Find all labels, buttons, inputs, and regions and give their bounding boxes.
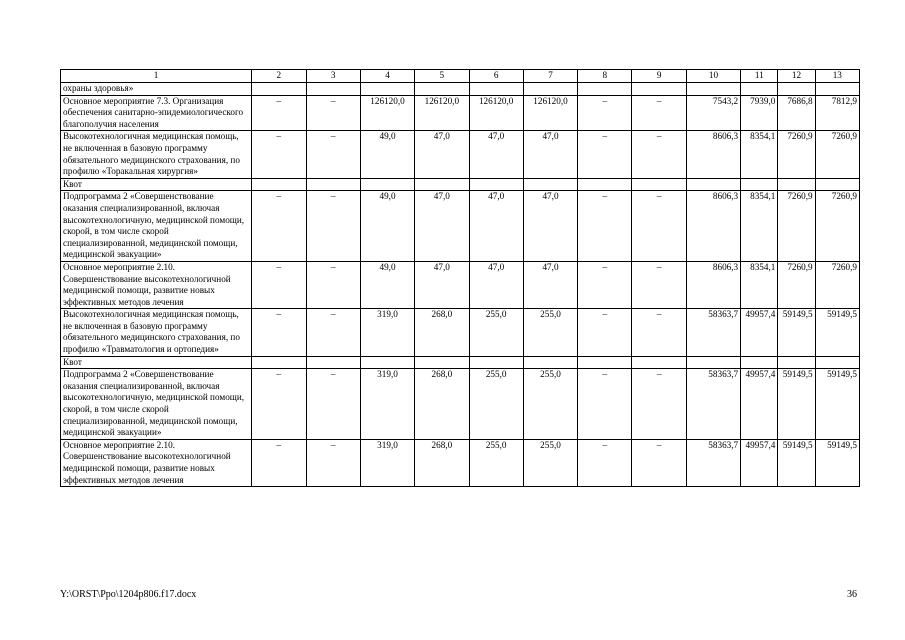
table-body — [61, 70, 860, 487]
value-cell: – — [252, 369, 306, 440]
table-row — [61, 261, 860, 308]
row-name: Основное мероприятие 7.3. Организация обеспечения санитарно-эпидемиологического благополучия населения — [61, 95, 252, 131]
empty-cell — [632, 83, 686, 96]
value-cell: – — [632, 95, 686, 131]
value-cell: – — [252, 191, 306, 262]
empty-cell — [523, 83, 577, 96]
empty-cell — [741, 356, 778, 369]
value-cell: 7260,9 — [815, 191, 859, 262]
value-cell: 59149,5 — [815, 309, 859, 356]
section-row — [61, 178, 860, 191]
empty-cell — [632, 178, 686, 191]
row-name: Основное мероприятие 2.10. Совершенствование высокотехнологичной медицинской помощи, развитие новых эффективных методов лечения — [61, 439, 252, 486]
empty-cell — [815, 83, 859, 96]
header-cell: 10 — [686, 70, 740, 83]
empty-cell — [252, 356, 306, 369]
row-name: Подпрограмма 2 «Совершенствование оказания специализированной, включая высокотехнологичную, медицинской помощи, скорой, в том числе скорой специализированной, медицинской помощи, медицинской эвакуации» — [61, 191, 252, 262]
value-cell: 8606,3 — [686, 261, 740, 308]
header-cell: 8 — [578, 70, 632, 83]
header-cell: 7 — [523, 70, 577, 83]
value-cell: – — [578, 261, 632, 308]
value-cell: – — [578, 309, 632, 356]
value-cell: 58363,7 — [686, 439, 740, 486]
value-cell: 7260,9 — [815, 261, 859, 308]
value-cell: 7939,0 — [741, 95, 778, 131]
value-cell: 255,0 — [523, 439, 577, 486]
value-cell: 319,0 — [360, 439, 414, 486]
empty-cell — [252, 178, 306, 191]
value-cell: – — [252, 131, 306, 178]
value-cell: 7260,9 — [778, 191, 815, 262]
value-cell: 7260,9 — [778, 261, 815, 308]
value-cell: – — [306, 261, 360, 308]
header-cell: 5 — [415, 70, 469, 83]
empty-cell — [686, 83, 740, 96]
empty-cell — [469, 178, 523, 191]
value-cell: – — [306, 191, 360, 262]
section-label: охраны здоровья» — [61, 83, 252, 96]
value-cell: – — [306, 309, 360, 356]
empty-cell — [815, 178, 859, 191]
empty-cell — [523, 178, 577, 191]
empty-cell — [306, 83, 360, 96]
header-cell: 9 — [632, 70, 686, 83]
value-cell: 255,0 — [469, 369, 523, 440]
header-cell: 12 — [778, 70, 815, 83]
table-row — [61, 309, 860, 356]
header-cell: 13 — [815, 70, 859, 83]
value-cell: 8354,1 — [741, 261, 778, 308]
value-cell: – — [632, 369, 686, 440]
row-name: Высокотехнологичная медицинская помощь, не включенная в базовую программу обязательного медицинского страхования, по профилю «Травматология и ортопедия» — [61, 309, 252, 356]
value-cell: 255,0 — [469, 439, 523, 486]
section-label: Квот — [61, 356, 252, 369]
value-cell: – — [306, 131, 360, 178]
value-cell: 7543,2 — [686, 95, 740, 131]
value-cell: 7260,9 — [778, 131, 815, 178]
value-cell: – — [306, 439, 360, 486]
section-row — [61, 356, 860, 369]
table-row — [61, 439, 860, 486]
header-row — [61, 70, 860, 83]
value-cell: 319,0 — [360, 369, 414, 440]
empty-cell — [778, 83, 815, 96]
value-cell: 59149,5 — [815, 369, 859, 440]
header-cell: 11 — [741, 70, 778, 83]
value-cell: 59149,5 — [778, 439, 815, 486]
empty-cell — [252, 83, 306, 96]
value-cell: 126120,0 — [469, 95, 523, 131]
value-cell: 59149,5 — [778, 369, 815, 440]
table-row — [61, 131, 860, 178]
value-cell: 47,0 — [469, 261, 523, 308]
value-cell: – — [632, 261, 686, 308]
empty-cell — [415, 356, 469, 369]
value-cell: 47,0 — [523, 131, 577, 178]
empty-cell — [415, 83, 469, 96]
empty-cell — [686, 356, 740, 369]
value-cell: 126120,0 — [415, 95, 469, 131]
value-cell: 47,0 — [415, 131, 469, 178]
value-cell: 49,0 — [360, 261, 414, 308]
empty-cell — [815, 356, 859, 369]
value-cell: 59149,5 — [778, 309, 815, 356]
value-cell: 58363,7 — [686, 309, 740, 356]
header-cell: 2 — [252, 70, 306, 83]
value-cell: 8606,3 — [686, 191, 740, 262]
value-cell: 49,0 — [360, 191, 414, 262]
value-cell: – — [632, 309, 686, 356]
value-cell: 49,0 — [360, 131, 414, 178]
value-cell: 47,0 — [469, 191, 523, 262]
empty-cell — [415, 178, 469, 191]
value-cell: 7812,9 — [815, 95, 859, 131]
value-cell: – — [578, 131, 632, 178]
value-cell: – — [632, 191, 686, 262]
empty-cell — [306, 356, 360, 369]
header-cell: 1 — [61, 70, 252, 83]
value-cell: 47,0 — [469, 131, 523, 178]
value-cell: 47,0 — [415, 191, 469, 262]
section-label: Квот — [61, 178, 252, 191]
empty-cell — [578, 83, 632, 96]
value-cell: 255,0 — [523, 369, 577, 440]
header-cell: 4 — [360, 70, 414, 83]
empty-cell — [360, 356, 414, 369]
empty-cell — [578, 356, 632, 369]
value-cell: 58363,7 — [686, 369, 740, 440]
value-cell: – — [578, 369, 632, 440]
empty-cell — [741, 178, 778, 191]
value-cell: 47,0 — [523, 191, 577, 262]
empty-cell — [523, 356, 577, 369]
value-cell: – — [632, 439, 686, 486]
value-cell: 268,0 — [415, 369, 469, 440]
empty-cell — [306, 178, 360, 191]
empty-cell — [469, 356, 523, 369]
value-cell: – — [632, 131, 686, 178]
value-cell: 47,0 — [523, 261, 577, 308]
value-cell: – — [252, 261, 306, 308]
value-cell: – — [252, 95, 306, 131]
value-cell: 126120,0 — [360, 95, 414, 131]
section-row — [61, 83, 860, 96]
empty-cell — [778, 356, 815, 369]
value-cell: 7260,9 — [815, 131, 859, 178]
table-row — [61, 369, 860, 440]
file-path: Y:\ORST\Ppo\1204p806.f17.docx — [60, 589, 197, 600]
empty-cell — [686, 178, 740, 191]
value-cell: – — [578, 439, 632, 486]
empty-cell — [741, 83, 778, 96]
value-cell: 7686,8 — [778, 95, 815, 131]
value-cell: – — [306, 95, 360, 131]
value-cell: – — [578, 191, 632, 262]
empty-cell — [469, 83, 523, 96]
value-cell: 255,0 — [523, 309, 577, 356]
value-cell: 126120,0 — [523, 95, 577, 131]
value-cell: – — [306, 369, 360, 440]
table-row — [61, 191, 860, 262]
table-row — [61, 95, 860, 131]
value-cell: 59149,5 — [815, 439, 859, 486]
empty-cell — [778, 178, 815, 191]
value-cell: 268,0 — [415, 439, 469, 486]
value-cell: 8354,1 — [741, 131, 778, 178]
header-cell: 6 — [469, 70, 523, 83]
value-cell: – — [578, 95, 632, 131]
value-cell: 8606,3 — [686, 131, 740, 178]
value-cell: 255,0 — [469, 309, 523, 356]
value-cell: 47,0 — [415, 261, 469, 308]
header-cell: 3 — [306, 70, 360, 83]
empty-cell — [632, 356, 686, 369]
value-cell: 8354,1 — [741, 191, 778, 262]
value-cell: 49957,4 — [741, 309, 778, 356]
value-cell: 268,0 — [415, 309, 469, 356]
row-name: Высокотехнологичная медицинская помощь, не включенная в базовую программу обязательного медицинского страхования, по профилю «Торакальная хирургия» — [61, 131, 252, 178]
data-table — [60, 69, 860, 487]
value-cell: 319,0 — [360, 309, 414, 356]
empty-cell — [360, 83, 414, 96]
value-cell: – — [252, 439, 306, 486]
page-number: 36 — [847, 589, 857, 600]
empty-cell — [360, 178, 414, 191]
value-cell: – — [252, 309, 306, 356]
row-name: Основное мероприятие 2.10. Совершенствование высокотехнологичной медицинской помощи, развитие новых эффективных методов лечения — [61, 261, 252, 308]
empty-cell — [578, 178, 632, 191]
row-name: Подпрограмма 2 «Совершенствование оказания специализированной, включая высокотехнологичную, медицинской помощи, скорой, в том числе скорой специализированной, медицинской помощи, медицинской эвакуации» — [61, 369, 252, 440]
value-cell: 49957,4 — [741, 369, 778, 440]
value-cell: 49957,4 — [741, 439, 778, 486]
